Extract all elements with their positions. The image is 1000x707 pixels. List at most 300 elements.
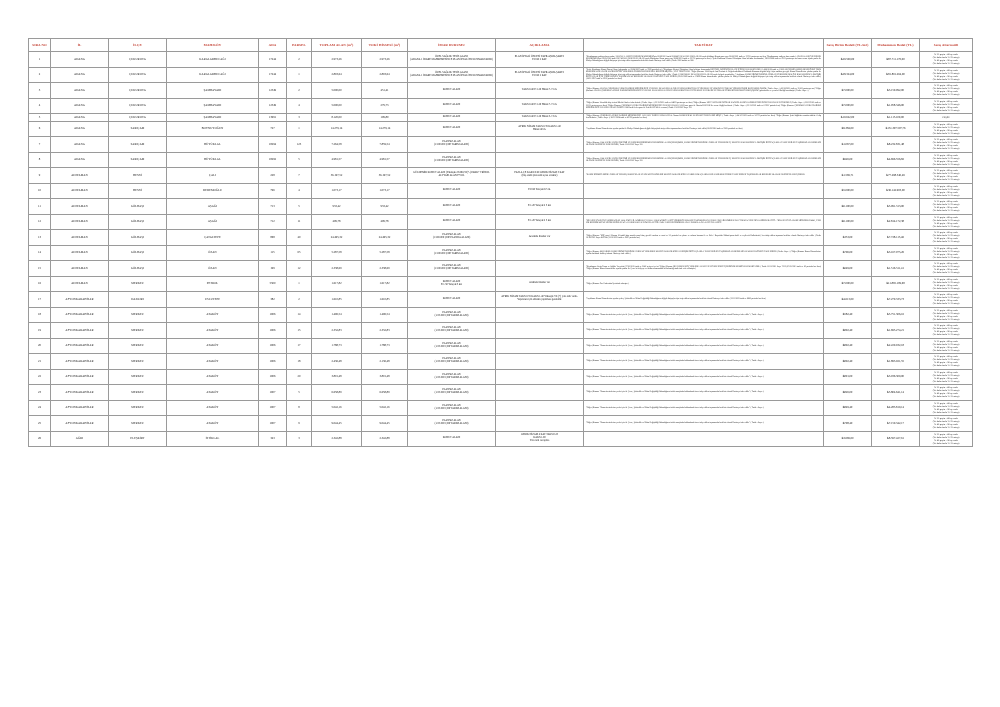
cell-sira-no: 16: [29, 276, 51, 292]
cell-il: AFYONKARAHİSAR: [51, 385, 109, 401]
cell-takyidat: *KAMU HİZMETLERİNE AYRILAN YERLER, KORUCULAR VE SİLAHI TRAFİKLERİ MALİYE BAKANLIĞINCA FARKLI AMAÇLARDA KULLANILMAK ÜZERE TALEP EDİLEN TAŞINMAZLAR BEDELSİZ OLARAK HAZİNEYE GERİ ÇIRILIR.: [584, 168, 824, 184]
cell-muhammen-bedel: ₺7.150.342,17: [872, 416, 920, 432]
cell-parsel: 40: [287, 230, 312, 246]
col-header-imar-durumu: İMAR DURUMU: [408, 39, 496, 52]
cell-takyidat: *BİCAZIN UYAZCIN TASINMAZDAN 1414: 9 MÜ 2.İL AZMRALICI 1 BAG. 3/08.SAĞIRVİ İ. GETİ YÜKREK'İN JORASIN TASINMAZDAN 13938/3.7.902 LİK KİMRE KAYACT MAHACI PEL'NIN SAHİPPLER GİTTİ - *BİAGE UYUYLARAKI SİPİRPERS II 4641,17 M3 LİK KENDİMAKTAN SİSTEK EDİNE 69 AĞA 1 PARSEL 6621 SAYIWAYA GETTİL 2349: 13 M2 LİK İZMİRLER ADA 2 PARSEL ek İLA GAYTAYLA GİPTİ: [584, 214, 824, 230]
cell-il: ADANA: [51, 152, 109, 168]
cell-muhammen-bedel: ₺1.516.511,41: [872, 261, 920, 277]
cell-toki-hissesi: 9.044,45: [362, 416, 408, 432]
table-header: [29, 39, 973, 52]
cell-ilce: GÖLBAŞI: [109, 199, 167, 215]
cell-ilce: ÇUKUROVA: [109, 83, 167, 99]
cell-ilce: MERKEZ: [109, 338, 167, 354]
cell-satis-birim-bedeli: ₺3.669,00: [824, 431, 872, 447]
table-row: [29, 354, 973, 370]
cell-muhammen-bedel: ₺4.696.556,82: [872, 152, 920, 168]
cell-parsel: 15: [287, 323, 312, 339]
cell-satis-alternatifi: % 25 peşin - 48 ay vade (Ve daha fazla % 25 artışı) % 40 peşin - 36 ay vade (Ve daha fazla % 15 artışı): [920, 67, 973, 83]
cell-sira-no: 23: [29, 385, 51, 401]
cell-takyidat: *Diğer (Kurum: 1144 SAYILI ANITA ÜRETİMİ VE DEĞERLENDİRİLMESİ ÖZAMİZDE 4. GERÇEKLEŞMEK, KAMU HİZMETLERİNDE AYRILAN YERLERDE İÇ MALİYE BAKANLIĞINCA DEĞİŞİK İHTİYAÇLARLA TALEP EDİLEN TAŞINMAZLAR BEDELSİZ OLARAK HAZİNEYE İADE EDİLİR ( Tarih: 15/02/2007 Sayı: 355: [584, 137, 824, 153]
cell-imar-durumu: KONUT ALANI: [408, 114, 496, 122]
cell-sira-no: 19: [29, 323, 51, 339]
cell-toki-hissesi: 109,80: [362, 114, 408, 122]
col-header-parsel: PARSEL: [287, 39, 312, 52]
cell-ada: 727: [259, 121, 287, 137]
cell-satis-birim-bedeli: ₺5.000,00: [824, 183, 872, 199]
cell-mahkoy: ATAKÖY: [167, 323, 259, 339]
cell-satis-alternatifi: % 25 peşin - 48 ay vade (Ve daha fazla % 25 artışı) % 40 peşin - 36 ay vade (Ve daha fazla % 15 artışı): [920, 431, 973, 447]
cell-satis-alternatifi: % 25 peşin - 48 ay vade (Ve daha fazla % 25 artışı) % 40 peşin - 36 ay vade (Ve daha fazla % 15 artışı): [920, 354, 973, 370]
land-sale-listing-sheet: [28, 38, 972, 447]
cell-takyidat: *Diğer (Kurum: ÇUKUROVA VERGİ DAİRESİ MÜDÜRLÜĞÜ 11/11/2021 TARİH 155994 SAYI ile Nazım BARBAYRAK 38 SİYASET İLERİ GERİ MÜŞT. ( Tarih: -Sayı: -) 04/1/2/2021 tarih ve 50772 protokol no iken) *Diğer (Kurum: Şerit Sağlıkları sanaları tahlisi: Gelip lezzlilerinin. ( Tarih: -Sayı: -) 26/12/2024 tarih ve 42783 protokol no iken): [584, 114, 824, 122]
cell-sira-no: 20: [29, 338, 51, 354]
col-header-ilce: İLÇE: [109, 39, 167, 52]
cell-takyidat: [584, 199, 824, 215]
cell-aciklama: AYRIK NİZAM TAKS:0.35 KAKS:1.40 Yükseyk 5'li (+) yola tatlı vardı-Yapılarıza için siltanin yapılması gerekldir.: [496, 292, 584, 308]
cell-sira-no: 13: [29, 230, 51, 246]
cell-toki-hissesi: 1.617,82: [362, 276, 408, 292]
cell-parsel: 4: [287, 183, 312, 199]
cell-aciklama: E:0.90 Yençok:9.5 m.: [496, 183, 584, 199]
cell-il: ADANA: [51, 114, 109, 122]
table-row: [29, 52, 973, 68]
cell-parsel: 8: [287, 400, 312, 416]
cell-imar-durumu: KONUT ALANI: [408, 183, 496, 199]
cell-satis-birim-bedeli: ₺7.000,00: [824, 83, 872, 99]
cell-toki-hissesi: 2.342,88: [362, 431, 408, 447]
cell-parsel: 5: [287, 199, 312, 215]
land-sale-table: [28, 38, 973, 447]
cell-il: AĞRI: [51, 431, 109, 447]
cell-parsel: 1: [287, 67, 312, 83]
cell-ada: 1906: [259, 307, 287, 323]
cell-imar-durumu: PLANSIZ ALAN (1/100.000 ÇDP TARIM ALANI): [408, 245, 496, 261]
cell-aciklama: [496, 385, 584, 401]
cell-aciklama: [496, 152, 584, 168]
cell-ada: 1906: [259, 354, 287, 370]
cell-satis-alternatifi: % 25 peşin - 48 ay vade (Ve daha fazla % 25 artışı) % 40 peşin - 36 ay vade (Ve daha fazla % 15 artışı): [920, 307, 973, 323]
cell-takyidat: *Diğer (Kurum: "Kamu üzerinlerine yerler için ile Çevre, Şehircilik ve İklim Değişikliği Bakanlığınca farklı amaçlarda kullanılmak üzere talep edilen taşınmazlar bedelsiz olarak Hazineye iade edilir." ( Tarih: -Sayı: -): [584, 338, 824, 354]
cell-il: ADANA: [51, 121, 109, 137]
cell-parsel: 12: [287, 261, 312, 277]
cell-ada: 12549: [259, 83, 287, 99]
cell-parsel: 14: [287, 307, 312, 323]
cell-mahkoy: İSTİKLAL: [167, 431, 259, 447]
cell-ilce: BESNİ: [109, 168, 167, 184]
cell-takyidat: *Diğer (Kurum: 865 PARSEL KAMU HİZMETLERİNDE AYRILAN YERLERDE MALİYE BAKANLIĞINCA DEĞİŞİK İHTİYAÇLARLA TALEP EDİLEN TAŞINMAZLAR BEDELSİZ OLARAK HAZİNEYE İADE EDİLİR ( Tarih: -Sayı: -) *Diğer (Kurum: Kamu Hizmetlerine ayrılan tarihinde balikeyi abante Hazineye iade edilir.): [584, 245, 824, 261]
cell-il: ADIYAMAN: [51, 261, 109, 277]
cell-satis-birim-bedeli: ₺7.000,00: [824, 98, 872, 114]
col-header-muhammen-bedel: Muhammen Bedel (TL): [872, 39, 920, 52]
cell-mahkoy: ATAKÖY: [167, 369, 259, 385]
cell-mahkoy: PETROL: [167, 276, 259, 292]
cell-mahkoy: ATAKÖY: [167, 354, 259, 370]
cell-muhammen-bedel: ₺8.232.831,48: [872, 137, 920, 153]
cell-satis-birim-bedeli: ₺4.613,00: [824, 292, 872, 308]
cell-ilce: GÖLBAŞI: [109, 261, 167, 277]
cell-il: ADIYAMAN: [51, 276, 109, 292]
cell-takyidat: *Diğer (Kurum: "MİÇ arazi / Kurum 10 tarihli tüm arazide sanal tüm, gerekli esasları ve arazi ve 3.5 protokol no çıkan. ve onların kuruma ile ve Belo / Başvuluk: Mahati parsa balel ve seçilecek Kullarlarak ( kez takip edilen taşınmaz bedeline olarak Hazineye iade edilir. ) Tarih: 10/10/2022 Sayı: 40/9744 (31/10/2022 tarih ve 9097 protokol no): [584, 230, 824, 246]
cell-sira-no: 5: [29, 114, 51, 122]
cell-imar-durumu: GÜLDEMİR KONUT ALANI (Yaklaşık 23.660,33(+-) PARK+ TRİNOL ALTYAPI ALANI+YOL: [408, 168, 496, 184]
col-header-ada: ADA: [259, 39, 287, 52]
cell-ada: 12549: [259, 98, 287, 114]
cell-sira-no: 21: [29, 354, 51, 370]
cell-ilce: SARIÇAM: [109, 121, 167, 137]
cell-toplam-alan: 5.000,00: [312, 98, 362, 114]
cell-ilce: GÖLBAŞI: [109, 214, 167, 230]
cell-sira-no: 25: [29, 416, 51, 432]
cell-il: AFYONKARAHİSAR: [51, 400, 109, 416]
cell-mahkoy: ŞAMBAYADI: [167, 98, 259, 114]
cell-satis-birim-bedeli: ₺6.100,00: [824, 199, 872, 215]
cell-il: ADANA: [51, 83, 109, 99]
cell-satis-birim-bedeli: ₺10.622,00: [824, 114, 872, 122]
cell-ilce: ELEŞKİRT: [109, 431, 167, 447]
cell-imar-durumu: PLANSIZ ALAN (1/100.000 ÇDP TARIM ALANI): [408, 261, 496, 277]
cell-ilce: ÇUKUROVA: [109, 52, 167, 68]
cell-mahkoy: ŞAMBAYADI: [167, 83, 259, 99]
cell-il: ADANA: [51, 52, 109, 68]
cell-il: ADIYAMAN: [51, 199, 109, 215]
cell-satis-alternatifi: % 25 peşin - 48 ay vade (Ve daha fazla % 25 artışı) % 40 peşin - 36 ay vade (Ve daha fazla % 15 artışı): [920, 338, 973, 354]
cell-mahkoy: ATAKÖY: [167, 416, 259, 432]
cell-ilce: MERKEZ: [109, 323, 167, 339]
cell-satis-alternatifi: % 25 peşin - 48 ay vade (Ve daha fazla % 25 artışı) % 40 peşin - 36 ay vade (Ve daha fazla % 15 artışı): [920, 276, 973, 292]
cell-toplam-alan: 2.893,64: [312, 67, 362, 83]
cell-toki-hissesi: 2.338,69: [362, 261, 408, 277]
cell-parsel: 2: [287, 52, 312, 68]
cell-aciklama: [496, 307, 584, 323]
cell-ilce: ÇUKUROVA: [109, 67, 167, 83]
cell-toplam-alan: 933,42: [312, 199, 362, 215]
cell-satis-alternatifi: % 25 peşin - 48 ay vade (Ve daha fazla % 25 artışı) % 40 peşin - 36 ay vade (Ve daha fazla % 15 artışı): [920, 199, 973, 215]
cell-parsel: 3: [287, 114, 312, 122]
cell-toplam-alan: 5.042,16: [312, 400, 362, 416]
cell-il: AFYONKARAHİSAR: [51, 307, 109, 323]
cell-toki-hissesi: 7.859,54: [362, 137, 408, 153]
cell-il: ADANA: [51, 137, 109, 153]
table-row: [29, 214, 973, 230]
cell-il: ADIYAMAN: [51, 183, 109, 199]
table-row: [29, 183, 973, 199]
cell-mahkoy: USLUTEPE: [167, 292, 259, 308]
cell-satis-birim-bedeli: ₺9.384,00: [824, 121, 872, 137]
table-row: [29, 121, 973, 137]
cell-toki-hissesi: 1.073,17: [362, 183, 408, 199]
cell-imar-durumu: PLANSIZ ALAN (1/25.000 ÇDP TARIM ALANI): [408, 338, 496, 354]
cell-mahkoy: BÜYÜKLAL: [167, 152, 259, 168]
cell-parsel: 5: [287, 385, 312, 401]
cell-aciklama: [496, 137, 584, 153]
cell-sira-no: 1: [29, 52, 51, 68]
cell-satis-alternatifi: % 25 peşin - 48 ay vade (Ve daha fazla % 25 artışı) % 40 peşin - 36 ay vade (Ve daha fazla % 15 artışı): [920, 385, 973, 401]
cell-parsel: 7: [287, 168, 312, 184]
cell-toki-hissesi: 5.042,16: [362, 400, 408, 416]
cell-takyidat: *Diğer (Kurum: Özel Adresinin İçerisinde almıştır.): [584, 276, 824, 292]
cell-toplam-alan: 409,78: [312, 214, 362, 230]
cell-mahkoy: BOYNUYOĞUN: [167, 121, 259, 137]
cell-satis-alternatifi: % 25 peşin - 48 ay vade (Ve daha fazla % 25 artışı) % 40 peşin - 36 ay vade (Ve daha fazla % 15 artışı): [920, 261, 973, 277]
cell-il: AFYONKARAHİSAR: [51, 292, 109, 308]
table-row: [29, 400, 973, 416]
cell-satis-alternatifi: PEŞİN: [920, 114, 973, 122]
cell-muhammen-bedel: ₺3.159.992,00: [872, 83, 920, 99]
cell-toplam-alan: 5.287,58: [312, 245, 362, 261]
cell-parsel: 1: [287, 276, 312, 292]
cell-aciklama: TAKS:0.40 E:1.20 Hmax:7->5 m.: [496, 83, 584, 99]
cell-takyidat: *Diğer (Kurum: "Kamu üzerinlerine yerler için ile Çevre, Şehircilik ve İklim Değişikliği Bakanlığınca farklı amaçlarda kullanılmak üzere talep edilen taşınmazlar bedelsiz olarak Hazineye iade edilir." ( Tarih: -Sayı: -): [584, 354, 824, 370]
cell-satis-birim-bedeli: ₺649,00: [824, 261, 872, 277]
cell-imar-durumu: KONUT ALANI: [408, 292, 496, 308]
cell-aciklama: [496, 338, 584, 354]
cell-ilce: ÇUKUROVA: [109, 114, 167, 122]
cell-mahkoy: AŞAĞI: [167, 214, 259, 230]
cell-toplam-alan: 24.495,32: [312, 230, 362, 246]
cell-mahkoy: ÖZAN: [167, 245, 259, 261]
cell-satis-alternatifi: % 25 peşin - 48 ay vade (Ve daha fazla % 25 artışı) % 40 peşin - 36 ay vade (Ve daha fazla % 15 artışı): [920, 214, 973, 230]
cell-sira-no: 14: [29, 245, 51, 261]
cell-ada: 17244: [259, 52, 287, 68]
cell-ilce: ÇUKUROVA: [109, 98, 167, 114]
cell-ilce: SARIÇAM: [109, 152, 167, 168]
cell-takyidat: [584, 183, 824, 199]
cell-ada: 228: [259, 168, 287, 184]
cell-sira-no: 18: [29, 307, 51, 323]
cell-toki-hissesi: 6.658,89: [362, 385, 408, 401]
cell-toplam-alan: 2.342,88: [312, 431, 362, 447]
cell-mahkoy: AŞAĞI: [167, 199, 259, 215]
cell-ada: 1906: [259, 338, 287, 354]
table-row: [29, 323, 973, 339]
table-row: [29, 292, 973, 308]
cell-sira-no: 3: [29, 83, 51, 99]
cell-muhammen-bedel: ₺7.270.333,73: [872, 292, 920, 308]
cell-ilce: GÖLBAŞI: [109, 245, 167, 261]
cell-sira-no: 26: [29, 431, 51, 447]
cell-parsel: 123: [287, 137, 312, 153]
cell-ada: 5300: [259, 276, 287, 292]
cell-satis-birim-bedeli: ₺802,40: [824, 323, 872, 339]
cell-toki-hissesi: 5.287,58: [362, 245, 408, 261]
cell-il: AFYONKARAHİSAR: [51, 416, 109, 432]
cell-aciklama: E:1.20 Yençok:2 3 kat: [496, 214, 584, 230]
cell-parsel: 2: [287, 83, 312, 99]
cell-satis-birim-bedeli: ₺7.000,00: [824, 276, 872, 292]
cell-muhammen-bedel: ₺11.865.199,68: [872, 276, 920, 292]
cell-imar-durumu: KONUT ALANI: [408, 83, 496, 99]
cell-imar-durumu: PLANSIZ ALAN (1/25.000 ÇDP TARIM ALANI): [408, 307, 496, 323]
cell-imar-durumu: KONUT ALANI E:1.50 Yençok:3 kat: [408, 276, 496, 292]
cell-aciklama: [496, 354, 584, 370]
cell-ilce: DAZKIRI: [109, 292, 167, 308]
cell-muhammen-bedel: ₺5.804.641,14: [872, 385, 920, 401]
cell-ilce: MERKEZ: [109, 276, 167, 292]
cell-aciklama: Arzünde hissiler var: [496, 276, 584, 292]
cell-ilce: MERKEZ: [109, 385, 167, 401]
cell-muhammen-bedel: ₺1.893.021,55: [872, 354, 920, 370]
col-header-toki-hissesi: TOKİ HİSSESİ (m²): [362, 39, 408, 52]
cell-ilce: MERKEZ: [109, 416, 167, 432]
col-header-toplam-alan: TOPLAM ALAN (m²): [312, 39, 362, 52]
cell-sira-no: 12: [29, 214, 51, 230]
cell-takyidat: *Diğer (Kurum: "Kamu üzerinlerine yerler için ile Çevre, Şehircilik ve İklim Değişikliği Bakanlığınca farklı amaçlarda kullanılmak üzere talep edilen taşınmazlar bedelsiz olarak Hazineye iade edilir." ( Tarih: -Sayı: -): [584, 323, 824, 339]
cell-satis-alternatifi: % 25 peşin - 48 ay vade (Ve daha fazla % 25 artışı) % 40 peşin - 36 ay vade (Ve daha fazla % 15 artışı): [920, 230, 973, 246]
cell-aciklama: TAKS:0.40 E:1.20 Hmax:7->5 m.: [496, 98, 584, 114]
cell-aciklama: [496, 369, 584, 385]
cell-sira-no: 4: [29, 98, 51, 114]
cell-muhammen-bedel: ₺2.220.932,18: [872, 338, 920, 354]
col-header-mahkoy: MAH/KÖY: [167, 39, 259, 52]
cell-toplam-alan: 2.973,26: [312, 52, 362, 68]
cell-muhammen-bedel: ₺1.958.346,00: [872, 98, 920, 114]
cell-satis-birim-bedeli: ₺801,00: [824, 369, 872, 385]
cell-il: ADANA: [51, 67, 109, 83]
table-row: [29, 385, 973, 401]
cell-imar-durumu: PLANSIZ ALAN (1/25.000 ÇDP TARIM ALANI): [408, 385, 496, 401]
cell-il: AFYONKARAHİSAR: [51, 369, 109, 385]
cell-imar-durumu: PLANSIZ ALAN (1/25.000 ÇDP TARIM ALANI): [408, 369, 496, 385]
cell-ada: 1906: [259, 323, 287, 339]
cell-imar-durumu: PLANSIZ ALAN (1/100.000 ÇDP TARIM ALANI): [408, 137, 496, 153]
cell-toki-hissesi: 2.332,83: [362, 323, 408, 339]
col-header-satis-alternatifi: Satış Alternatifi: [920, 39, 973, 52]
cell-ilce: BESNİ: [109, 183, 167, 199]
cell-ada: 199: [259, 261, 287, 277]
cell-muhammen-bedel: ₺8.597.427,61: [872, 431, 920, 447]
cell-ilce: SARIÇAM: [109, 137, 167, 153]
cell-imar-durumu: PLANSIZ ALAN (1/25.000 ÇDP TARIM ALANI): [408, 416, 496, 432]
cell-satis-alternatifi: % 25 peşin - 48 ay vade (Ve daha fazla % 25 artışı) % 40 peşin - 36 ay vade (Ve daha fazla % 15 artışı): [920, 52, 973, 68]
cell-toplam-alan: 6.658,89: [312, 385, 362, 401]
cell-muhammen-bedel: ₺77.298.540,49: [872, 168, 920, 184]
cell-mahkoy: ATAKÖY: [167, 338, 259, 354]
col-header-sira-no: SIRA NO: [29, 39, 51, 52]
table-row: [29, 276, 973, 292]
cell-ada: 1907: [259, 385, 287, 401]
cell-sira-no: 15: [29, 261, 51, 277]
cell-satis-birim-bedeli: ₺802,40: [824, 354, 872, 370]
cell-sira-no: 17: [29, 292, 51, 308]
cell-toplam-alan: 1.788,73: [312, 338, 362, 354]
table-row: [29, 416, 973, 432]
table-row: [29, 199, 973, 215]
cell-muhammen-bedel: ₺87.711.170,00: [872, 52, 920, 68]
cell-takyidat: *Kısıtlaması Geniş Tarım ve Sağlık: Var şehir (27/05/2015 tarih ve 2642 seviyesi ve iat *Diğer (Kurum: BU PARSEL KÖY YERLEDE ALANI VE UYUMU ENDÜ İÇERİSİNDE KESKİN KALMAKTADIR. ( Tarih: 18/11/2011 Sayı: 7222 (07/05/2015 tarih ve 62 protokol no iken) *Diğer (Kurum: Kamu hizmetlerine ayrılan şartlar ile Çevre belediyeye ve iddam almasındaki ait kalmadığı tarih iade sele edilmiştir.): [584, 261, 824, 277]
cell-aciklama: PLAN İPTALİ ÖNCESİ YAPILAŞMA ŞARTI: E:0.90 2 KAT: [496, 67, 584, 83]
table-body: [29, 52, 973, 447]
cell-imar-durumu: KONUT ALANI: [408, 98, 496, 114]
col-header-satis-birim-bedeli: Satış Birim Bedeli (TL/m2): [824, 39, 872, 52]
cell-ada: 17244: [259, 67, 287, 83]
cell-parsel: 17: [287, 338, 312, 354]
table-row: [29, 168, 973, 184]
cell-muhammen-bedel: ₺1.695.274,21: [872, 323, 920, 339]
cell-aciklama: AYRIK NİZAM 4 KAT TAKS:0.25 KAKS:1.00 Yola tatlı cevaplıta: [496, 431, 584, 447]
cell-toplam-alan: 1.610,85: [312, 292, 362, 308]
cell-toki-hissesi: 2.973,26: [362, 52, 408, 68]
cell-satis-birim-bedeli: ₺1.067,00: [824, 137, 872, 153]
cell-toki-hissesi: 1.788,73: [362, 338, 408, 354]
cell-takyidat: [584, 431, 824, 447]
cell-muhammen-bedel: ₺4.283.819,14: [872, 400, 920, 416]
cell-satis-alternatifi: % 25 peşin - 48 ay vade (Ve daha fazla % 25 artışı) % 40 peşin - 36 ay vade (Ve daha fazla % 15 artışı): [920, 245, 973, 261]
cell-ada: 343: [259, 431, 287, 447]
cell-satis-alternatifi: % 25 peşin - 48 ay vade (Ve daha fazla % 25 artışı) % 40 peşin - 36 ay vade (Ve daha fazla % 15 artışı): [920, 152, 973, 168]
cell-muhammen-bedel: ₺2.814.172,38: [872, 214, 920, 230]
cell-toplam-alan: 36.197,52: [312, 168, 362, 184]
cell-satis-birim-bedeli: ₺706,00: [824, 245, 872, 261]
table-row: [29, 83, 973, 99]
cell-mahkoy: KARALARBUCAĞI: [167, 52, 259, 68]
cell-toki-hissesi: 933,42: [362, 199, 408, 215]
table-row: [29, 431, 973, 447]
table-row: [29, 245, 973, 261]
cell-mahkoy: ÖZAN: [167, 261, 259, 277]
col-header-aciklama: AÇIKLAMA: [496, 39, 584, 52]
cell-il: ADIYAMAN: [51, 230, 109, 246]
cell-satis-alternatifi: % 25 peşin - 48 ay vade (Ve daha fazla % 25 artışı) % 40 peşin - 36 ay vade (Ve daha fazla % 15 artışı): [920, 369, 973, 385]
cell-satis-alternatifi: % 25 peşin - 48 ay vade (Ve daha fazla % 25 artışı) % 40 peşin - 36 ay vade (Ve daha fazla % 15 artışı): [920, 168, 973, 184]
cell-mahkoy: ÇALI: [167, 168, 259, 184]
cell-muhammen-bedel: ₺5.991.313,00: [872, 199, 920, 215]
cell-takyidat: *Şerh: Kısıtlama: Kamri Önemi Alanı (çalışmadır ve 05/04/2007 tarih ve 7628 protokol no) *Kısıtlama: Kentsel Dönüşüm Alanı belirtme konusunda KENTSEL DÖNÜŞÜM ALANI İÇİNDE KALMAKTADIR ( 14/06/2018 tarih ve 13805 GEÇERSİZ OLMUŞ BELEDİYESİ TESİS KORUNMASI'NA DAİR SAĞIRLIĞI'NIN YERLERDE ÖNEMLİ KONUSUNDA BELİRTİLMİŞTİR. ( 3'LÜ TERZİ 15201 *Diğer (Kurum: 1104 Sayılı Anıt Üretimi ve Değerlendirilmesi Hakkında Kanunun degiski bilgi i için mahkur gereçiye Kamu Hizmetlerine çıkıları şartlar ile Maliye Bakanlığınca değişik ihtiyaçar için tesip edilen taşınmazlar bedelsiz olarak Hazineye iade edilir. ) Tarih: 12/06/2300.01 ESAS 2018/235 K.AR.AR sayılı belgede protokoller. *Açıklama: KAMU HİZMETLERİNE AYRILAN YERLERDE MALİYE BAKANLIĞINCA DEĞİŞİK İHTİYAÇLAR İÇİN TAKİP EDİLEN TAŞINMAZLAR BEDELSİZ OLARAK HAZİNEYE İADE EDİLİR (29/05/2009 tarih ve 29699 Kamu hizmetlerine çıkıları şartlar ile Maliye Bakanlığınca değişik ihtiyaçar için tesip edilen taşınmazlar bedelsiz olarak Hazineye iade edilir.) (18/11/2017 tarih ve 3907 protokol no iken): [584, 67, 824, 83]
cell-aciklama: [496, 245, 584, 261]
cell-sira-no: 10: [29, 183, 51, 199]
cell-il: ADIYAMAN: [51, 214, 109, 230]
cell-aciklama: TAKS:0.40 E:1.20 Hmax:5->3 m.: [496, 114, 584, 122]
cell-sira-no: 9: [29, 168, 51, 184]
cell-ilce: MERKEZ: [109, 400, 167, 416]
cell-satis-alternatifi: % 25 peşin - 48 ay vade (Ve daha fazla % 25 artışı) % 40 peşin - 36 ay vade (Ve daha fazla % 15 artışı): [920, 98, 973, 114]
cell-takyidat: *Diğer (Kurum: "Kamu üzerinlerine yerler için ile Çevre, Şehircilik ve İklim Değişikliği Bakanlığınca farklı amaçlarda kullanılmak üzere talep edilen taşınmazlar bedelsiz olarak Hazineye iade edilir." ( Tarih: -Sayı: -): [584, 385, 824, 401]
cell-satis-birim-bedeli: ₺798,40: [824, 416, 872, 432]
cell-satis-alternatifi: % 25 peşin - 48 ay vade (Ve daha fazla % 25 artışı) % 40 peşin - 36 ay vade (Ve daha fazla % 15 artışı): [920, 83, 973, 99]
cell-ada: 18292: [259, 152, 287, 168]
cell-ada: 115: [259, 245, 287, 261]
cell-toplam-alan: 8.120,00: [312, 114, 362, 122]
cell-imar-durumu: PLANSIZ ALAN (1/25.000 ÇDP TARIM ALANI): [408, 323, 496, 339]
cell-imar-durumu: PLANSIZ ALAN (1/25.000 ÇDP TARIM ALANI): [408, 400, 496, 416]
cell-satis-birim-bedeli: ₺6.100,00: [824, 214, 872, 230]
cell-parsel: 3: [287, 431, 312, 447]
cell-toki-hissesi: 4.981,57: [362, 152, 408, 168]
cell-mahkoy: KARALARBUCAĞI: [167, 67, 259, 83]
cell-il: ADANA: [51, 98, 109, 114]
cell-toplam-alan: 2.436,48: [312, 354, 362, 370]
cell-parsel: 20: [287, 369, 312, 385]
cell-ada: 712: [259, 214, 287, 230]
cell-imar-durumu: ÖZEL SAĞLIK TESİS ALANI (ADANA 1 İDARE MAHKEMESİNCE PLAN İPTALİ BULUNMAKTADIR): [408, 67, 496, 83]
cell-toki-hissesi: 2.893,64: [362, 67, 408, 83]
cell-imar-durumu: KONUT ALANI: [408, 214, 496, 230]
cell-toplam-alan: 9.044,45: [312, 416, 362, 432]
cell-aciklama: PLAN İPTALİ ÖNCESİ YAPILAŞMA ŞARTI: E:0.90 2 KAT: [496, 52, 584, 68]
cell-mahkoy: ÇATALTEPE: [167, 230, 259, 246]
cell-satis-birim-bedeli: ₺1.569,71: [824, 168, 872, 184]
cell-ada: 1907: [259, 400, 287, 416]
cell-il: AFYONKARAHİSAR: [51, 354, 109, 370]
cell-satis-birim-bedeli: ₺29.500,00: [824, 52, 872, 68]
cell-parsel: 11: [287, 214, 312, 230]
cell-toplam-alan: 1.073,17: [312, 183, 362, 199]
cell-toplam-alan: 1.496,54: [312, 307, 362, 323]
table-row: [29, 369, 973, 385]
cell-sira-no: 22: [29, 369, 51, 385]
cell-muhammen-bedel: ₺1.115.100,00: [872, 114, 920, 122]
cell-satis-alternatifi: % 25 peşin - 48 ay vade (Ve daha fazla % 25 artışı) % 40 peşin - 36 ay vade (Ve daha fazla % 15 artışı): [920, 121, 973, 137]
cell-toplam-alan: 2.332,83: [312, 323, 362, 339]
